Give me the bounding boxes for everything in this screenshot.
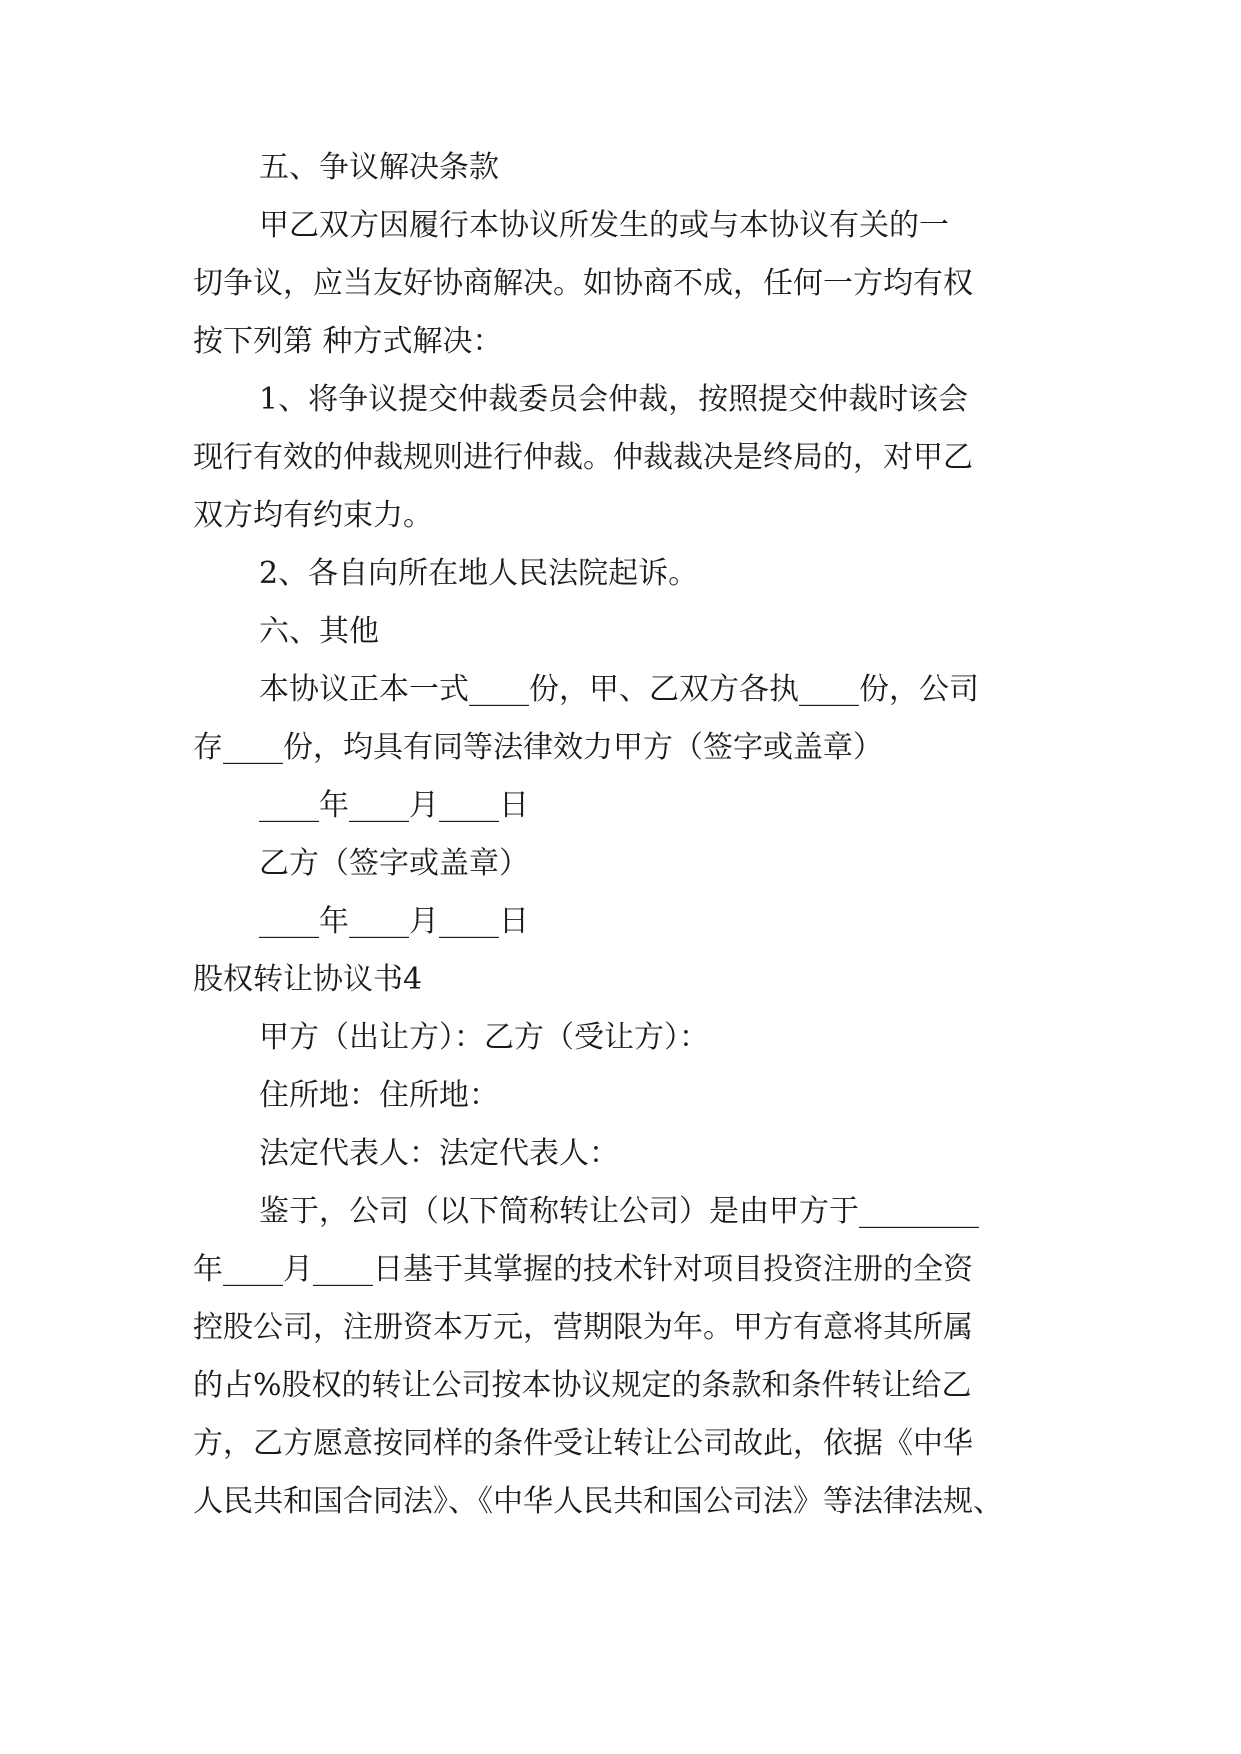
paragraph-line — [0, 487, 1241, 545]
text-line: 切争议，应当友好协商解决。如协商不成，任何一方均有权 — [193, 266, 973, 301]
section-heading-other — [0, 603, 1241, 661]
paragraph-line — [0, 1357, 1241, 1415]
signature-line — [0, 835, 1241, 893]
paragraph-line — [0, 1415, 1241, 1473]
section-heading-dispute — [0, 139, 1241, 197]
text-line: 的占%股权的转让公司按本协议规定的条款和条件转让给乙 — [193, 1368, 972, 1403]
party-line — [0, 1009, 1241, 1067]
text-line: 人民共和国合同法》、《中华人民共和国公司法》等法律法规、 — [193, 1484, 1003, 1519]
text-line: 鉴于，公司（以下简称转让公司）是由甲方于________ — [259, 1194, 979, 1229]
paragraph-line — [0, 1241, 1241, 1299]
paragraph-line — [0, 1473, 1241, 1531]
paragraph-line — [0, 197, 1241, 255]
paragraph-line — [0, 255, 1241, 313]
text-line: 年____月____日基于其掌握的技术针对项目投资注册的全资 — [193, 1252, 973, 1287]
text-line: ____年____月____日 — [259, 904, 529, 939]
text-line: 六、其他 — [259, 614, 379, 649]
document-title — [0, 951, 1241, 1009]
text-line: 甲方（出让方）：乙方（受让方）： — [259, 1020, 709, 1055]
text-line: 方，乙方愿意按同样的条件受让转让公司故此，依据《中华 — [193, 1426, 973, 1461]
paragraph-line — [0, 719, 1241, 777]
paragraph-line — [0, 661, 1241, 719]
representative-line — [0, 1125, 1241, 1183]
text-line: 五、争议解决条款 — [259, 150, 499, 185]
text-line: ____年____月____日 — [259, 788, 529, 823]
text-line: 2、各自向所在地人民法院起诉。 — [259, 556, 699, 591]
paragraph-line — [0, 1183, 1241, 1241]
text-line: 本协议正本一式____份，甲、乙双方各执____份，公司 — [259, 672, 979, 707]
paragraph-line — [0, 1299, 1241, 1357]
text-line: 1、将争议提交仲裁委员会仲裁，按照提交仲裁时该会 — [259, 382, 969, 417]
date-line — [0, 893, 1241, 951]
text-line: 按下列第 种方式解决： — [193, 324, 503, 359]
text-line: 甲乙双方因履行本协议所发生的或与本协议有关的一 — [259, 208, 949, 243]
date-line — [0, 777, 1241, 835]
paragraph-line — [0, 371, 1241, 429]
text-line: 现行有效的仲裁规则进行仲裁。仲裁裁决是终局的，对甲乙 — [193, 440, 973, 475]
text-line: 乙方（签字或盖章） — [259, 846, 529, 881]
text-line: 存____份，均具有同等法律效力甲方（签字或盖章） — [193, 730, 883, 765]
paragraph-line — [0, 429, 1241, 487]
text-line: 法定代表人：法定代表人： — [259, 1136, 619, 1171]
paragraph-line — [0, 545, 1241, 603]
text-line: 双方均有约束力。 — [193, 498, 433, 533]
address-line — [0, 1067, 1241, 1125]
text-line: 住所地：住所地： — [259, 1078, 499, 1113]
text-line: 控股公司，注册资本万元，营期限为年。甲方有意将其所属 — [193, 1310, 973, 1345]
text-line: 股权转让协议书4 — [193, 962, 423, 997]
paragraph-line — [0, 313, 1241, 371]
